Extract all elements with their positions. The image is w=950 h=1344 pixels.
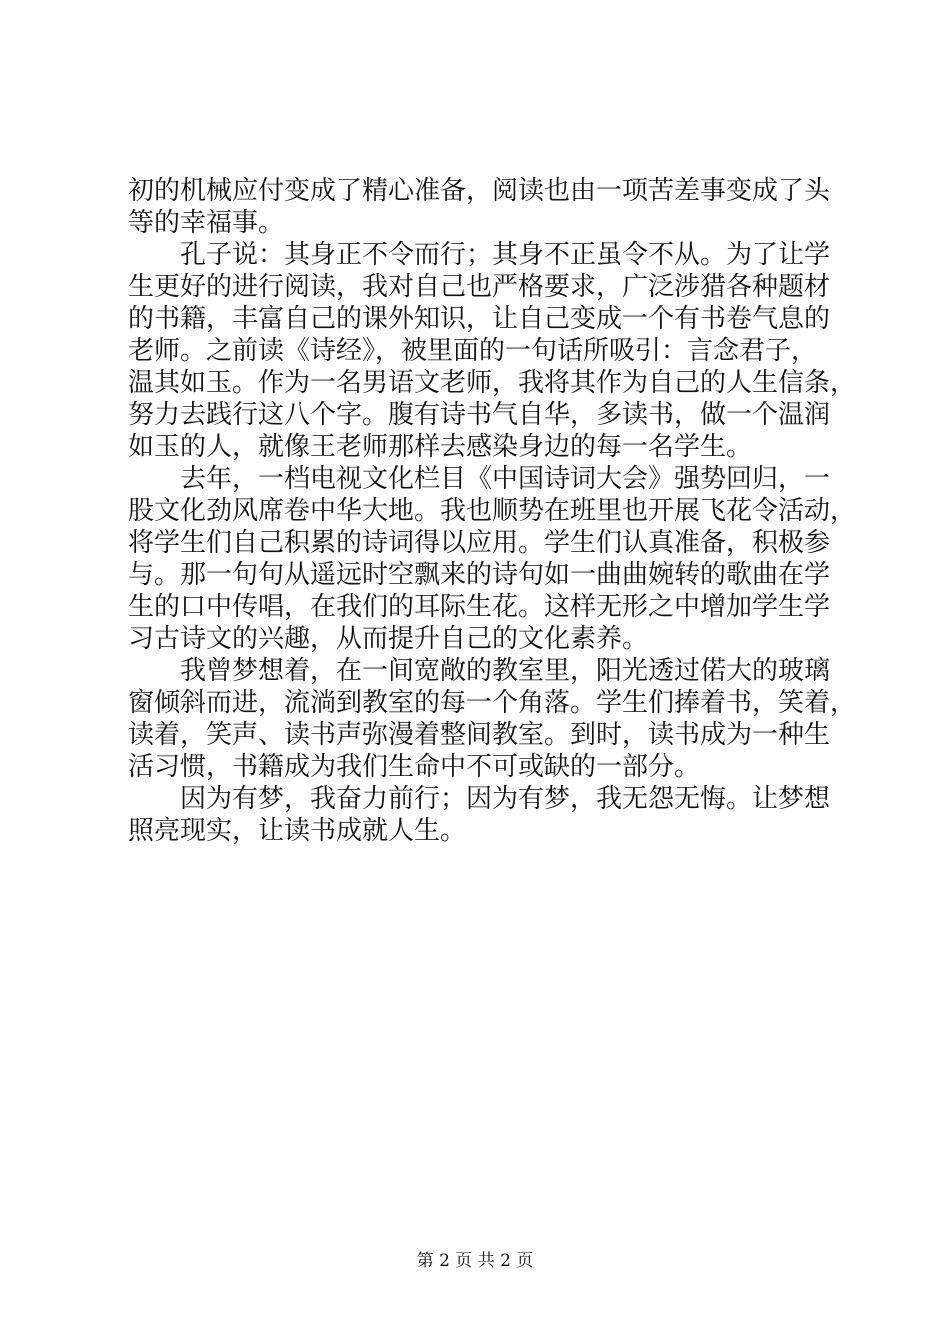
- text-line: 去年，一档电视文化栏目《中国诗词大会》强势回归，一: [180, 464, 831, 494]
- page-footer: [0, 1246, 950, 1271]
- text-line: 与。那一句句从遥远时空飘来的诗句如一曲曲婉转的歌曲在学: [128, 560, 831, 590]
- text-line: 努力去践行这八个字。腹有诗书气自华，多读书，做一个温润: [128, 400, 831, 430]
- text-line: 窗倾斜而进，流淌到教室的每一个角落。学生们捧着书，笑着，: [128, 688, 857, 718]
- text-line: 初的机械应付变成了精心准备，阅读也由一项苦差事变成了头: [128, 176, 831, 206]
- text-line: 因为有梦，我奋力前行；因为有梦，我无怨无悔。让梦想: [180, 784, 831, 814]
- text-line: 将学生们自己积累的诗词得以应用。学生们认真准备，积极参: [128, 528, 831, 558]
- text-line: 等的幸福事。: [128, 208, 285, 238]
- text-line: 习古诗文的兴趣，从而提升自己的文化素养。: [128, 624, 649, 654]
- text-line: 如玉的人，就像王老师那样去感染身边的每一名学生。: [128, 432, 753, 462]
- document-body: [128, 175, 857, 847]
- text-line: 活习惯，书籍成为我们生命中不可或缺的一部分。: [128, 752, 701, 782]
- text-line: 的书籍，丰富自己的课外知识，让自己变成一个有书卷气息的: [128, 304, 831, 334]
- text-line: 孔子说：其身正不令而行；其身不正虽令不从。为了让学: [180, 240, 831, 270]
- text-line: 股文化劲风席卷中华大地。我也顺势在班里也开展飞花令活动，: [128, 496, 857, 526]
- text-line: 老师。之前读《诗经》，被里面的一句话所吸引：言念君子，: [128, 336, 818, 366]
- text-line: 我曾梦想着，在一间宽敞的教室里，阳光透过偌大的玻璃: [180, 656, 831, 686]
- text-line: 照亮现实，让读书成就人生。: [128, 816, 467, 846]
- text-line: 温其如玉。作为一名男语文老师，我将其作为自己的人生信条，: [128, 368, 857, 398]
- page-number: 第 2 页 共 2 页: [416, 1251, 534, 1271]
- text-line: 生更好的进行阅读，我对自己也严格要求，广泛涉猎各种题材: [128, 272, 831, 302]
- text-line: 生的口中传唱，在我们的耳际生花。这样无形之中增加学生学: [128, 592, 831, 622]
- text-line: 读着，笑声、读书声弥漫着整间教室。到时，读书成为一种生: [128, 720, 831, 750]
